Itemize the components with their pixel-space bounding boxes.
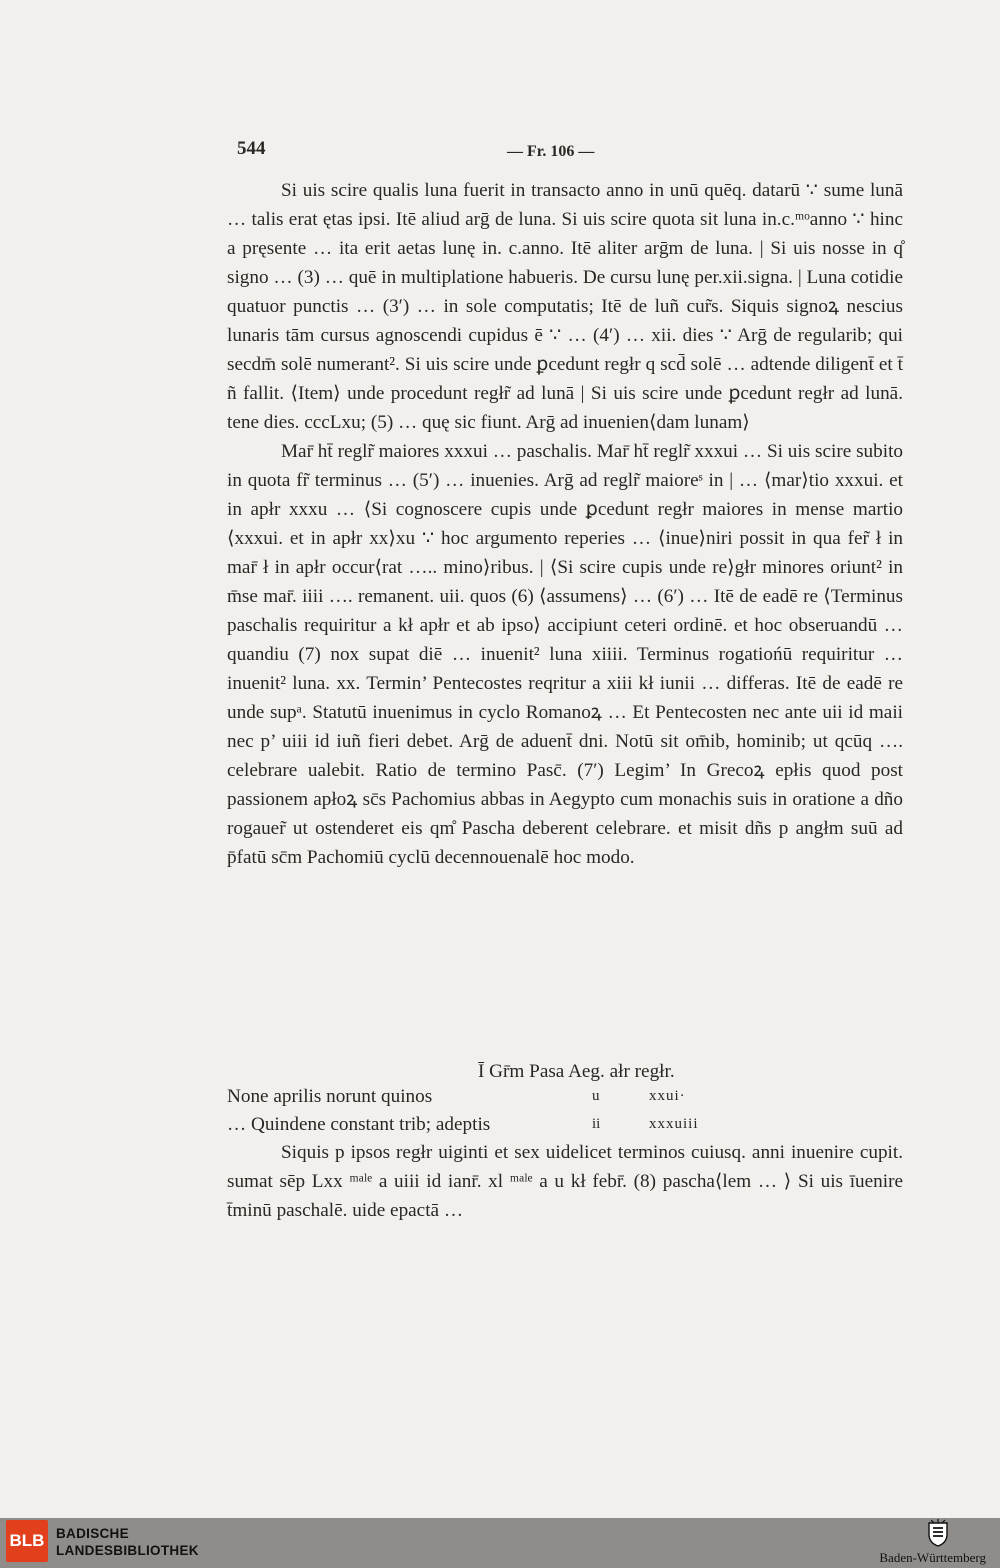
table-cell-letter: ii: [592, 1116, 601, 1132]
library-name-line2: LANDESBIBLIOTHEK: [56, 1543, 199, 1558]
table-cell-number: xxxuiii: [649, 1116, 699, 1132]
closing-paragraph: Siquis p ipsos regłr uiginti et sex uidelicet terminos cuiusq. anni inuenire cupit. sumat sēp Lxx ᵐᵃˡᵉ a uiii id ianr̄. xl ᵐᵃˡᵉ a u kł febr̄. (8) pascha⟨lem … ⟩ Si uis īuenire t̄minū paschalē. uide epactā …: [227, 1142, 903, 1221]
table-cell-number: xxui·: [649, 1088, 686, 1104]
body-text: [227, 176, 903, 872]
running-title: — Fr. 106 —: [507, 143, 595, 160]
paragraph-2: Mar̄ ht̄ reglr̃ maiores xxxui … paschalis. Mar̄ ht̄ reglr̃ xxxui … Si uis scire subito in quota fr̃ terminus … (5′) … inuenies. Arḡ ad reglr̃ maioreˢ in | … ⟨mar⟩tio xxxui. et in apłr xxxu … ⟨Si cognoscere cupis unde ꝑcedunt regłr maiores in mense martio ⟨xxxui. et in apłr xx⟩xu ∵ hoc argumento reperies … ⟨inue⟩niri possit in qua fer̃ ł in mar̄ ł in apłr occur⟨rat ….. mino⟩ribus. | ⟨Si scire cupis unde re⟩głr minores oriunt² in m̄se mar̄. iiii …. remanent. uii. quos (6) ⟨assumens⟩ … (6′) … Itē de eadē re ⟨Terminus paschalis requiritur a kł apłr et ab ipso⟩ accipiunt ceteri ordinē. et hoc obseruandū … quandiu (7) nox supat diē … inuenit² luna xiiii. Terminus rogatiońū requiritur … inuenit² luna. xx. Termin’ Pentecostes reqritur a xiii kł iunii … differas. Itē de eadē re unde supᵃ. Statutū inuenimus in cyclo Romanoꝝ … Et Pentecosten nec ante uii id maii nec p’ uiii id iuñ fieri debet. Arḡ de aduent̄ dni. Notū sit om̄ib, hominib; ut qcūq …. celebrare ualebit. Ratio de termino Pasc̄. (7′) Legim’ In Grecoꝝ epłis quod post passionem apłoꝝ sc̄s Pachomius abbas in Aegypto cum monachis suis in oratione a dño rogauer̃ ut ostenderet eis qm̊ Pascha deberent celebrare. et misit dñs p angłm suū ad p̄fatū sc̄m Pachomiū cyclū decennouenalē hoc modo.: [227, 441, 903, 868]
paragraph-1: Si uis scire qualis luna fuerit in transacto anno in unū quēq. datarū ∵ sume lunā … talis erat ętas ipsi. Itē aliud arḡ de luna. Si uis scire quota sit luna in.c.ᵐᵒanno ∵ hinc a pręsente … ita erit aetas lunę in. c.anno. Itē aliter arḡm de luna. | Si uis nosse in q̊ signo … (3) … quē in multiplatione habueris. De cursu lunę per.xii.signa. | Luna cotidie quatuor punctis … (3′) … in sole computatis; Itē de luñ cur̃s. Siquis signoꝝ nescius lunaris tām cursus agnoscendi cupidus ē ∵ … (4′) … xii. dies ∵ Arḡ de regularib; qui secdm̄ solē numerant². Si uis scire unde ꝑcedunt regłr q scd̄ solē … adtende diligent̄ et t̄ ñ fallit. ⟨Item⟩ unde procedunt regłr̃ ad lunā | Si uis scire unde ꝑcedunt regłr ad lunā. tene dies. cccLxu; (5) … quę sic fiunt. Arḡ ad inuenien⟨dam lunam⟩: [227, 180, 903, 433]
table-cell-text: … Quindene constant trib; adeptis: [227, 1114, 491, 1135]
table-cell-text: None aprilis norunt quinos: [227, 1086, 433, 1107]
logo-text: BLB: [9, 1531, 45, 1550]
page-number: 544: [237, 138, 266, 159]
table-header: Ī Gr̄m Pasa Aeg. ałr regłr.: [478, 1061, 675, 1082]
closing-text: [227, 1138, 903, 1225]
blb-logo[interactable]: [6, 1520, 48, 1562]
library-name[interactable]: [56, 1525, 199, 1559]
library-name-line1: BADISCHE: [56, 1526, 129, 1541]
state-name: Baden-Württemberg: [879, 1550, 986, 1565]
coat-of-arms-icon: [926, 1519, 950, 1547]
table-cell-letter: u: [592, 1088, 600, 1104]
page-header: [237, 138, 902, 168]
